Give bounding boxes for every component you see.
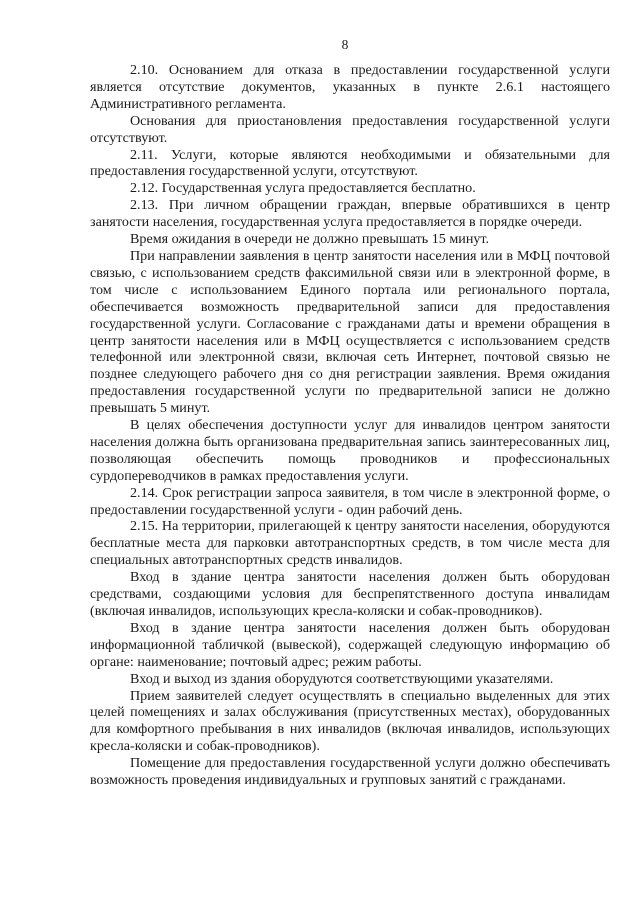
paragraph-queue-time: Время ожидания в очереди не должно превышать 15 минут. (130, 231, 490, 248)
paragraph-2-10: 2.10. Основанием для отказа в предоставлении государственной услуги является отсутствие документов, указанных в пункте 2.6.1 настоящего Административного регламента. (90, 62, 610, 112)
paragraph-premises: Помещение для предоставления государственной услуги должно обеспечивать возможность проведения индивидуальных и групповых занятий с гражданами. (90, 755, 610, 789)
paragraph-reception-rooms: Прием заявителей следует осуществлять в специально выделенных для этих целей помещениях и залах обслуживания (присутственных местах), оборудованных для комфортного пребывания в них инвалидов (включая инвалидов, использующих кресла-коляски и собак-проводников). (90, 687, 610, 755)
paragraph-2-15: 2.15. На территории, прилегающей к центру занятости населения, оборудуются бесплатные места для парковки автотранспортных средств, в том числе места для специальных автотранспортных средств инвалидов. (90, 518, 610, 569)
paragraph-entrance-equipment: Вход в здание центра занятости населения должен быть оборудован средствами, создающими условия для беспрепятственного доступа инвалидам (включая инвалидов, использующих кресла-коляски и собак-проводников). (90, 569, 610, 619)
paragraph-2-14: 2.14. Срок регистрации запроса заявителя, в том числе в электронной форме, о предоставлении государственной услуги - один рабочий день. (90, 484, 610, 518)
paragraph-suspension-grounds: Основания для приостановления предоставления государственной услуги отсутствуют. (90, 112, 610, 146)
paragraph-disability-access: В целях обеспечения доступности услуг для инвалидов центром занятости населения должна быть организована предварительная запись заинтересованных лиц, позволяющая обеспечить помощь проводников и профессиональных сурдопереводчиков в рамках предоставления услуги. (90, 417, 610, 484)
paragraph-2-11: 2.11. Услуги, которые являются необходимыми и обязательными для предоставления государственной услуги, отсутствуют. (90, 146, 610, 180)
paragraph-signage: Вход и выход из здания оборудуются соответствующими указателями. (130, 670, 554, 687)
paragraph-2-13: 2.13. При личном обращении граждан, впервые обратившихся в центр занятости населения, государственная услуга предоставляется в порядке очереди. (90, 197, 610, 231)
paragraph-pre-registration: При направлении заявления в центр занятости населения или в МФЦ почтовой связью, с использованием средств факсимильной связи или в электронной форме, в том числе с использованием Единого портала или регионального портала, обеспечивается возможность предварительной записи для предоставления государственной услуги. Согласование с гражданами даты и времени обращения в центр занятости населения или в МФЦ осуществляется с использованием средств телефонной или электронной связи, включая сеть Интернет, почтовой связью не позднее следующего рабочего дня со дня регистрации заявления. Время ожидания предоставления государственной услуги по предварительной записи не должно превышать 5 минут. (90, 247, 610, 417)
document-body (90, 62, 610, 789)
page-number: 8 (341, 37, 349, 52)
paragraph-2-12: 2.12. Государственная услуга предоставляется бесплатно. (130, 180, 476, 197)
paragraph-info-sign: Вход в здание центра занятости населения должен быть оборудован информационной табличкой (вывеской), содержащей следующую информацию об органе: наименование; почтовый адрес; режим работы. (90, 619, 610, 670)
